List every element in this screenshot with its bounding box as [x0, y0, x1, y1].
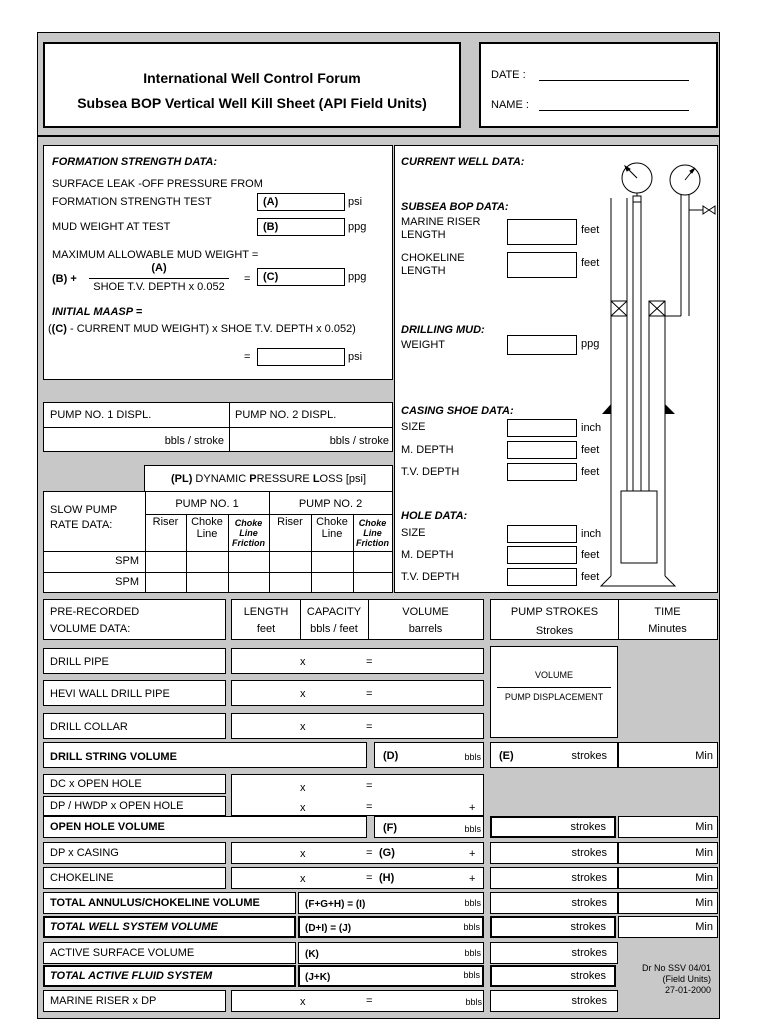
- b-plus: (B) +: [52, 273, 77, 285]
- marine-riser-dp-strokes[interactable]: [490, 990, 618, 1012]
- dc-open-hole-label: DC x OPEN HOLE: [50, 778, 142, 790]
- maasp-c: (C): [51, 323, 67, 335]
- dp-casing-eq: =: [366, 847, 373, 859]
- pump-strokes-header: PUMP STROKES: [510, 606, 599, 618]
- casing-mdepth-field[interactable]: [507, 441, 577, 459]
- drill-string-volume-field[interactable]: [374, 742, 484, 768]
- dc-open-hole-eq: =: [366, 780, 373, 792]
- formation-heading: FORMATION STRENGTH DATA:: [52, 156, 217, 168]
- total-annulus-label: TOTAL ANNULUS/CHOKELINE VOLUME: [50, 897, 260, 909]
- slow-pump-label-1: SLOW PUMP: [50, 504, 118, 516]
- drilling-mud-heading: DRILLING MUD:: [401, 324, 485, 336]
- hevi-wall-x: x: [300, 688, 306, 700]
- tag-e: (E): [499, 750, 514, 762]
- dc-open-hole-label-box: [43, 774, 226, 794]
- chokeline-strokes[interactable]: [490, 867, 618, 889]
- tag-b: (B): [263, 221, 279, 233]
- formula-bar: [497, 687, 611, 688]
- active-surface-strokes[interactable]: [490, 942, 618, 964]
- drill-string-min: Min: [695, 750, 713, 762]
- field-c[interactable]: [257, 268, 345, 286]
- unit-psi-maasp: psi: [348, 351, 363, 363]
- pl-prefix: (PL): [170, 473, 193, 485]
- hole-mdepth-unit: feet: [581, 549, 600, 561]
- dp-casing-plus: +: [469, 848, 476, 860]
- p2-cl-line: Line: [363, 528, 382, 538]
- equals-c: =: [244, 273, 251, 285]
- casing-mdepth-unit: feet: [581, 444, 600, 456]
- tag-f: (F): [383, 822, 398, 834]
- p2-cl-friction: Friction: [356, 538, 389, 548]
- dp-casing-min: Min: [695, 847, 713, 859]
- formula-top: VOLUME: [534, 670, 573, 680]
- surface-leak-label-1: SURFACE LEAK -OFF PRESSURE FROM: [52, 178, 263, 190]
- active-surface-strokes-unit: strokes: [571, 947, 607, 959]
- volume-header: VOLUME: [402, 606, 449, 618]
- chokeline-label-2: LENGTH: [401, 265, 446, 277]
- drill-string-strokes-unit: strokes: [571, 750, 607, 762]
- hole-size-field[interactable]: [507, 525, 577, 543]
- hevi-wall-eq: =: [366, 688, 373, 700]
- spm-row-2: SPM: [115, 576, 139, 588]
- p1-cl-friction: Friction: [232, 538, 265, 548]
- p2-choke: Choke: [316, 516, 348, 528]
- capacity-unit: bbls / feet: [310, 623, 358, 635]
- time-unit: Minutes: [648, 623, 687, 635]
- current-well-heading: CURRENT WELL DATA:: [401, 156, 525, 168]
- drill-collar-eq: =: [366, 721, 373, 733]
- pl-oss: OSS [psi]: [319, 473, 367, 485]
- pre-recorded-1: PRE-RECORDED: [50, 606, 140, 618]
- chokeline-strokes-unit: strokes: [571, 872, 607, 884]
- casing-heading: CASING SHOE DATA:: [401, 405, 514, 417]
- date-field[interactable]: [539, 80, 689, 81]
- pl-title: [145, 473, 392, 486]
- volume-unit: barrels: [408, 623, 443, 635]
- chokeline-row-label: CHOKELINE: [50, 872, 114, 884]
- formula-bottom: PUMP DISPLACEMENT: [504, 692, 604, 702]
- pump1-displ-label: PUMP NO. 1 DISPL.: [50, 409, 152, 421]
- mud-weight-test-label: MUD WEIGHT AT TEST: [52, 221, 171, 233]
- chokeline-x: x: [300, 873, 306, 885]
- hevi-wall-label-box: [43, 680, 226, 706]
- casing-size-field[interactable]: [507, 419, 577, 437]
- chokeline-min: Min: [695, 872, 713, 884]
- field-maasp[interactable]: [257, 348, 345, 366]
- casing-mdepth-label: M. DEPTH: [401, 444, 454, 456]
- marine-riser-dp-eq: =: [366, 995, 373, 1007]
- total-annulus-time[interactable]: [618, 892, 718, 914]
- marine-riser-unit: feet: [581, 224, 600, 236]
- p2-line: Line: [321, 528, 343, 540]
- dp-casing-time[interactable]: [618, 842, 718, 864]
- hole-mdepth-label: M. DEPTH: [401, 549, 454, 561]
- pl-header-box: [144, 465, 393, 492]
- unit-ppg-b: ppg: [348, 221, 367, 233]
- casing-size-label: SIZE: [401, 421, 426, 433]
- casing-tvdepth-field[interactable]: [507, 463, 577, 481]
- total-annulus-box: [43, 892, 296, 914]
- total-well-system-strokes-unit: strokes: [570, 921, 606, 933]
- name-field[interactable]: [539, 110, 689, 111]
- subsea-heading: SUBSEA BOP DATA:: [401, 201, 509, 213]
- casing-tvdepth-label: T.V. DEPTH: [401, 466, 460, 478]
- p1-riser: Riser: [152, 516, 179, 528]
- well-schematic: [597, 146, 717, 592]
- pre-recorded-2: VOLUME DATA:: [50, 623, 131, 635]
- maasp-open: (: [48, 323, 52, 335]
- tag-k: (K): [305, 949, 319, 960]
- hevi-wall-label: HEVI WALL DRILL PIPE: [50, 688, 170, 700]
- drill-pipe-x: x: [300, 656, 306, 668]
- pump-strokes-unit: Strokes: [535, 625, 574, 637]
- open-hole-calc[interactable]: [231, 774, 484, 816]
- marine-riser-label-2: LENGTH: [401, 229, 446, 241]
- row-line-2: [44, 572, 392, 573]
- slow-pump-label-2: RATE DATA:: [50, 519, 113, 531]
- tag-di: (D+I) = (J): [305, 923, 352, 934]
- chokeline-calc[interactable]: [231, 867, 484, 889]
- unit-ppg-c: ppg: [348, 271, 367, 283]
- drill-collar-label-box: [43, 713, 226, 739]
- hole-tvdepth-label: T.V. DEPTH: [401, 571, 460, 583]
- pl-ressure: RESSURE: [256, 473, 313, 485]
- open-hole-time[interactable]: [618, 816, 718, 838]
- total-annulus-min: Min: [695, 897, 713, 909]
- pump2-displ-label: PUMP NO. 2 DISPL.: [235, 409, 337, 421]
- fraction-denominator: SHOE T.V. DEPTH x 0.052: [93, 281, 225, 293]
- drill-collar-calc[interactable]: [231, 713, 484, 739]
- chokeline-field[interactable]: [507, 252, 577, 278]
- tag-jk: (J+K): [305, 972, 331, 983]
- chokeline-eq: =: [366, 872, 373, 884]
- dp-casing-strokes[interactable]: [490, 842, 618, 864]
- pump-no2-header: PUMP NO. 2: [298, 498, 363, 510]
- tag-d-bbls: bbls: [464, 752, 481, 762]
- total-well-system-box: [43, 916, 296, 938]
- marine-riser-field[interactable]: [507, 219, 577, 245]
- pl-dyn: DYNAMIC: [192, 473, 250, 485]
- p1-line: Line: [196, 528, 218, 540]
- total-active-fluid-strokes[interactable]: [490, 965, 616, 987]
- pump-displ-panel: [43, 402, 393, 452]
- total-well-system-time[interactable]: [618, 916, 718, 938]
- active-surface-field[interactable]: [298, 942, 484, 964]
- hole-size-unit: inch: [581, 528, 602, 540]
- marine-riser-dp-label: MARINE RISER x DP: [50, 995, 157, 1007]
- marine-riser-dp-x: x: [300, 996, 306, 1008]
- tag-jk-bbls: bbls: [463, 970, 480, 980]
- strokes-time-header: [490, 599, 718, 640]
- length-unit: feet: [256, 623, 276, 635]
- p2-cl-choke: Choke: [358, 518, 387, 528]
- strokes-formula-box: [490, 646, 618, 738]
- open-hole-min: Min: [695, 821, 713, 833]
- riser-and-choke-lines: [601, 195, 715, 586]
- header-divider: [37, 135, 720, 137]
- maasp-heading: INITIAL MAASP =: [52, 306, 143, 318]
- chokeline-plus: +: [469, 873, 476, 885]
- tag-fgh: (F+G+H) = (I): [305, 899, 366, 910]
- current-well-panel: [394, 145, 718, 593]
- unit-psi-a: psi: [348, 196, 363, 208]
- tag-a: (A): [263, 196, 279, 208]
- slow-pump-table: [43, 491, 393, 593]
- tag-d: (D): [383, 750, 399, 762]
- total-active-fluid-strokes-unit: strokes: [570, 970, 606, 982]
- tag-f-bbls: bbls: [464, 824, 481, 834]
- dp-open-hole-x: x: [300, 802, 306, 814]
- dp-casing-strokes-unit: strokes: [571, 847, 607, 859]
- pre-recorded-box: [43, 599, 226, 640]
- drill-string-volume-label: DRILL STRING VOLUME: [50, 751, 177, 763]
- hole-tvdepth-unit: feet: [581, 571, 600, 583]
- total-well-system-min: Min: [695, 921, 713, 933]
- pump-displ-row-divider: [44, 427, 392, 428]
- dp-casing-label-box: [43, 842, 226, 864]
- row-line-1: [44, 551, 392, 552]
- field-b[interactable]: [257, 218, 345, 236]
- dp-open-hole-plus: +: [469, 802, 476, 814]
- tag-g: (G): [379, 847, 395, 859]
- tag-h: (H): [379, 872, 395, 884]
- drill-collar-label: DRILL COLLAR: [50, 721, 128, 733]
- name-label: NAME :: [491, 99, 529, 111]
- volume-col-header: [231, 599, 484, 640]
- drill-pipe-calc[interactable]: [231, 648, 484, 674]
- pump1-bbls-stroke[interactable]: bbls / stroke: [164, 435, 224, 447]
- hole-size-label: SIZE: [401, 527, 426, 539]
- dp-open-hole-label-box: [43, 796, 226, 816]
- maasp-rest: - CURRENT MUD WEIGHT) x SHOE T.V. DEPTH x 0.052): [66, 323, 356, 335]
- marine-riser-dp-bbls: bbls: [465, 997, 482, 1007]
- row-line-sub: [145, 514, 392, 515]
- pressure-gauge-right: [670, 165, 700, 195]
- dc-open-hole-x: x: [300, 782, 306, 794]
- formation-panel: [43, 145, 393, 380]
- total-active-fluid-field[interactable]: [298, 965, 484, 987]
- capacity-header: CAPACITY: [306, 606, 362, 618]
- total-annulus-field[interactable]: [298, 892, 484, 914]
- tag-k-bbls: bbls: [464, 948, 481, 958]
- hevi-wall-calc[interactable]: [231, 680, 484, 706]
- open-hole-volume-field[interactable]: [374, 816, 484, 838]
- spm-row-1: SPM: [115, 555, 139, 567]
- fraction-bar: [89, 278, 229, 279]
- marine-riser-dp-calc[interactable]: [231, 990, 484, 1012]
- tag-c: (C): [263, 271, 279, 283]
- date-label: DATE :: [491, 69, 526, 81]
- p1-cl-choke: Choke: [234, 518, 263, 528]
- active-surface-label: ACTIVE SURFACE VOLUME: [50, 947, 195, 959]
- drill-pipe-label: DRILL PIPE: [50, 656, 109, 668]
- max-mud-weight-label: MAXIMUM ALLOWABLE MUD WEIGHT =: [52, 249, 259, 261]
- open-hole-volume-box: [43, 816, 367, 838]
- marine-riser-dp-strokes-unit: strokes: [571, 995, 607, 1007]
- p2-riser: Riser: [277, 516, 303, 528]
- surface-leak-label-2: FORMATION STRENGTH TEST: [52, 196, 212, 208]
- total-annulus-strokes[interactable]: [490, 892, 618, 914]
- p1-choke: Choke: [191, 516, 223, 528]
- chokeline-row-label-box: [43, 867, 226, 889]
- time-header: TIME: [654, 606, 681, 618]
- title-line-2: Subsea BOP Vertical Well Kill Sheet (API Field Units): [77, 95, 427, 111]
- total-well-system-field[interactable]: [298, 916, 484, 938]
- doc-number: Dr No SSV 04/01: [641, 963, 711, 973]
- dp-open-hole-label: DP / HWDP x OPEN HOLE: [50, 800, 184, 812]
- drill-string-time[interactable]: [618, 742, 718, 768]
- pump-no1-header: PUMP NO. 1: [175, 498, 239, 510]
- chokeline-label-1: CHOKELINE: [401, 252, 465, 264]
- total-well-system-strokes[interactable]: [490, 916, 616, 938]
- title-box: [43, 42, 461, 128]
- length-header: LENGTH: [243, 606, 289, 618]
- open-hole-strokes-unit: strokes: [570, 821, 606, 833]
- pressure-gauge-left: [622, 163, 652, 202]
- total-annulus-strokes-unit: strokes: [571, 897, 607, 909]
- casing-tvdepth-unit: feet: [581, 466, 600, 478]
- tag-fgh-bbls: bbls: [464, 898, 481, 908]
- casing-size-unit: inch: [581, 422, 602, 434]
- dp-casing-calc[interactable]: [231, 842, 484, 864]
- chokeline-time[interactable]: [618, 867, 718, 889]
- drill-string-volume-box: [43, 742, 367, 768]
- drill-pipe-label-box: [43, 648, 226, 674]
- dp-casing-label: DP x CASING: [50, 847, 119, 859]
- hole-mdepth-field[interactable]: [507, 546, 577, 564]
- active-surface-box: [43, 942, 296, 964]
- title-line-1: International Well Control Forum: [143, 70, 361, 86]
- fraction-numerator: (A): [151, 262, 167, 274]
- doc-date: 27-01-2000: [664, 985, 711, 995]
- total-active-fluid-label: TOTAL ACTIVE FLUID SYSTEM: [50, 970, 213, 982]
- pl-l: L: [312, 473, 320, 485]
- marine-riser-label-1: MARINE RISER: [401, 216, 481, 228]
- tag-di-bbls: bbls: [463, 922, 480, 932]
- drill-collar-x: x: [300, 721, 306, 733]
- doc-field-units: (Field Units): [662, 974, 711, 984]
- p1-cl-line: Line: [239, 528, 258, 538]
- hole-tvdepth-field[interactable]: [507, 568, 577, 586]
- drill-pipe-eq: =: [366, 656, 373, 668]
- hole-heading: HOLE DATA:: [401, 510, 468, 522]
- pl-p: P: [249, 473, 257, 485]
- dp-casing-x: x: [300, 848, 306, 860]
- equals-maasp: =: [244, 351, 251, 363]
- casing-shoe-markers: [602, 404, 675, 414]
- field-a[interactable]: [257, 193, 345, 211]
- drill-string-strokes[interactable]: [490, 742, 618, 768]
- weight-unit: ppg: [581, 338, 600, 350]
- total-active-fluid-box: [43, 965, 296, 987]
- maasp-formula: [48, 323, 356, 336]
- weight-field[interactable]: [507, 335, 577, 355]
- dp-open-hole-eq: =: [366, 801, 373, 813]
- date-name-box: [479, 42, 718, 128]
- chokeline-unit: feet: [581, 257, 600, 269]
- weight-label: WEIGHT: [401, 339, 445, 351]
- total-well-system-label: TOTAL WELL SYSTEM VOLUME: [50, 921, 218, 933]
- open-hole-strokes[interactable]: [490, 816, 616, 838]
- marine-riser-dp-box: [43, 990, 226, 1012]
- open-hole-volume-label: OPEN HOLE VOLUME: [50, 821, 165, 833]
- pump2-bbls-stroke[interactable]: bbls / stroke: [329, 435, 389, 447]
